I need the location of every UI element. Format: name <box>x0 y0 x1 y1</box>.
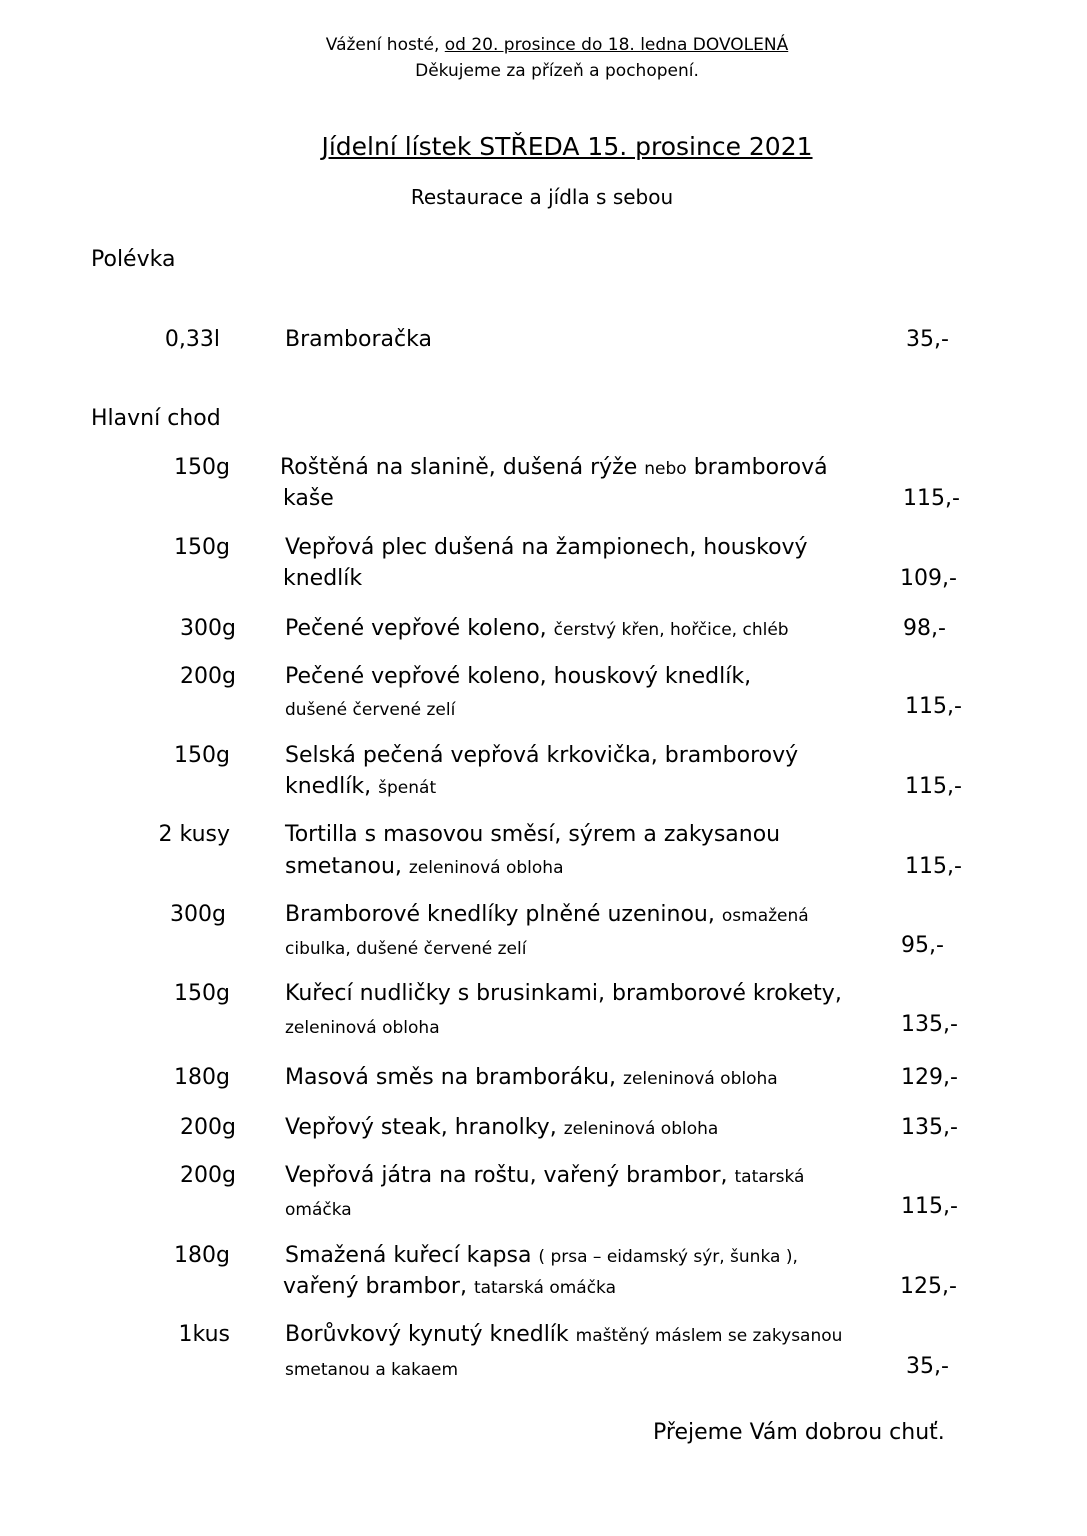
item-quantity: 150g <box>174 981 230 1006</box>
item-description-line1: Borůvkový kynutý knedlík maštěný máslem se zakysanou <box>285 1322 843 1347</box>
item-price: 109,- <box>900 566 957 591</box>
menu-subtitle: Restaurace a jídla s sebou <box>410 185 674 209</box>
item-description-line1: Smažená kuřecí kapsa ( prsa – eidamský sýr, šunka ), <box>285 1243 798 1268</box>
item-description-line2: omáčka <box>285 1200 352 1220</box>
item-quantity: 150g <box>174 535 230 560</box>
item-description-line1: Vepřový steak, hranolky, zeleninová obloha <box>285 1115 719 1140</box>
item-price: 115,- <box>905 774 962 799</box>
item-price: 35,- <box>906 1354 949 1379</box>
soup-name: Bramboračka <box>285 327 432 352</box>
item-price: 135,- <box>901 1012 958 1037</box>
item-description-line1: Vepřová játra na roštu, vařený brambor, tatarská <box>285 1163 805 1188</box>
item-description-line2: kaše <box>283 486 334 511</box>
item-price: 129,- <box>901 1065 958 1090</box>
soup-price: 35,- <box>906 327 949 352</box>
item-quantity: 200g <box>180 1115 236 1140</box>
item-description-line2: smetanou a kakaem <box>285 1360 459 1380</box>
item-quantity: 150g <box>174 455 230 480</box>
notice-greeting: Vážení hosté, <box>325 35 445 55</box>
item-price: 125,- <box>900 1274 957 1299</box>
item-description-line2: vařený brambor, tatarská omáčka <box>283 1274 617 1299</box>
item-quantity: 300g <box>170 902 226 927</box>
item-quantity: 2 kusy <box>158 822 230 847</box>
item-price: 98,- <box>903 616 946 641</box>
holiday-notice <box>0 32 1087 58</box>
item-quantity: 180g <box>174 1065 230 1090</box>
item-description-line2: knedlík <box>283 566 363 591</box>
item-price: 115,- <box>905 694 962 719</box>
item-description-line1: Pečené vepřové koleno, čerstvý křen, hořčice, chléb <box>285 616 789 641</box>
section-heading-main: Hlavní chod <box>91 406 221 431</box>
item-price: 95,- <box>901 933 944 958</box>
section-heading-soup: Polévka <box>91 247 176 272</box>
menu-title: Jídelní lístek STŘEDA 15. prosince 2021 <box>321 132 813 161</box>
item-price: 135,- <box>901 1115 958 1140</box>
item-description-line2: knedlík, špenát <box>285 774 437 799</box>
item-description-line1: Tortilla s masovou směsí, sýrem a zakysanou <box>285 822 781 847</box>
item-description-line2: dušené červené zelí <box>285 700 456 720</box>
closing-wish: Přejeme Vám dobrou chuť. <box>653 1420 945 1445</box>
soup-quantity: 0,33l <box>164 327 220 352</box>
item-quantity: 200g <box>180 1163 236 1188</box>
item-description-line1: Roštěná na slanině, dušená rýže nebo bramborová <box>280 455 828 480</box>
item-description-line1: Selská pečená vepřová krkovička, bramborový <box>285 743 799 768</box>
item-description-line1: Kuřecí nudličky s brusinkami, bramborové krokety, <box>285 981 842 1006</box>
item-price: 115,- <box>903 486 960 511</box>
item-quantity: 200g <box>180 664 236 689</box>
item-price: 115,- <box>901 1194 958 1219</box>
item-price: 115,- <box>905 854 962 879</box>
item-description-line2: zeleninová obloha <box>285 1018 440 1038</box>
item-description-line2: cibulka, dušené červené zelí <box>285 939 527 959</box>
item-description-line2: smetanou, zeleninová obloha <box>285 854 564 879</box>
notice-thanks: Děkujeme za přízeň a pochopení. <box>415 61 699 81</box>
item-quantity: 300g <box>180 616 236 641</box>
item-quantity: 180g <box>174 1243 230 1268</box>
item-description-line1: Bramborové knedlíky plněné uzeninou, osmažená <box>285 902 809 927</box>
item-description-line1: Pečené vepřové koleno, houskový knedlík, <box>285 664 752 689</box>
notice-holiday-dates: od 20. prosince do 18. ledna DOVOLENÁ <box>444 35 789 55</box>
item-quantity: 1kus <box>178 1322 230 1347</box>
item-description-line1: Masová směs na bramboráku, zeleninová obloha <box>285 1065 778 1090</box>
item-description-line1: Vepřová plec dušená na žampionech, houskový <box>285 535 808 560</box>
item-quantity: 150g <box>174 743 230 768</box>
